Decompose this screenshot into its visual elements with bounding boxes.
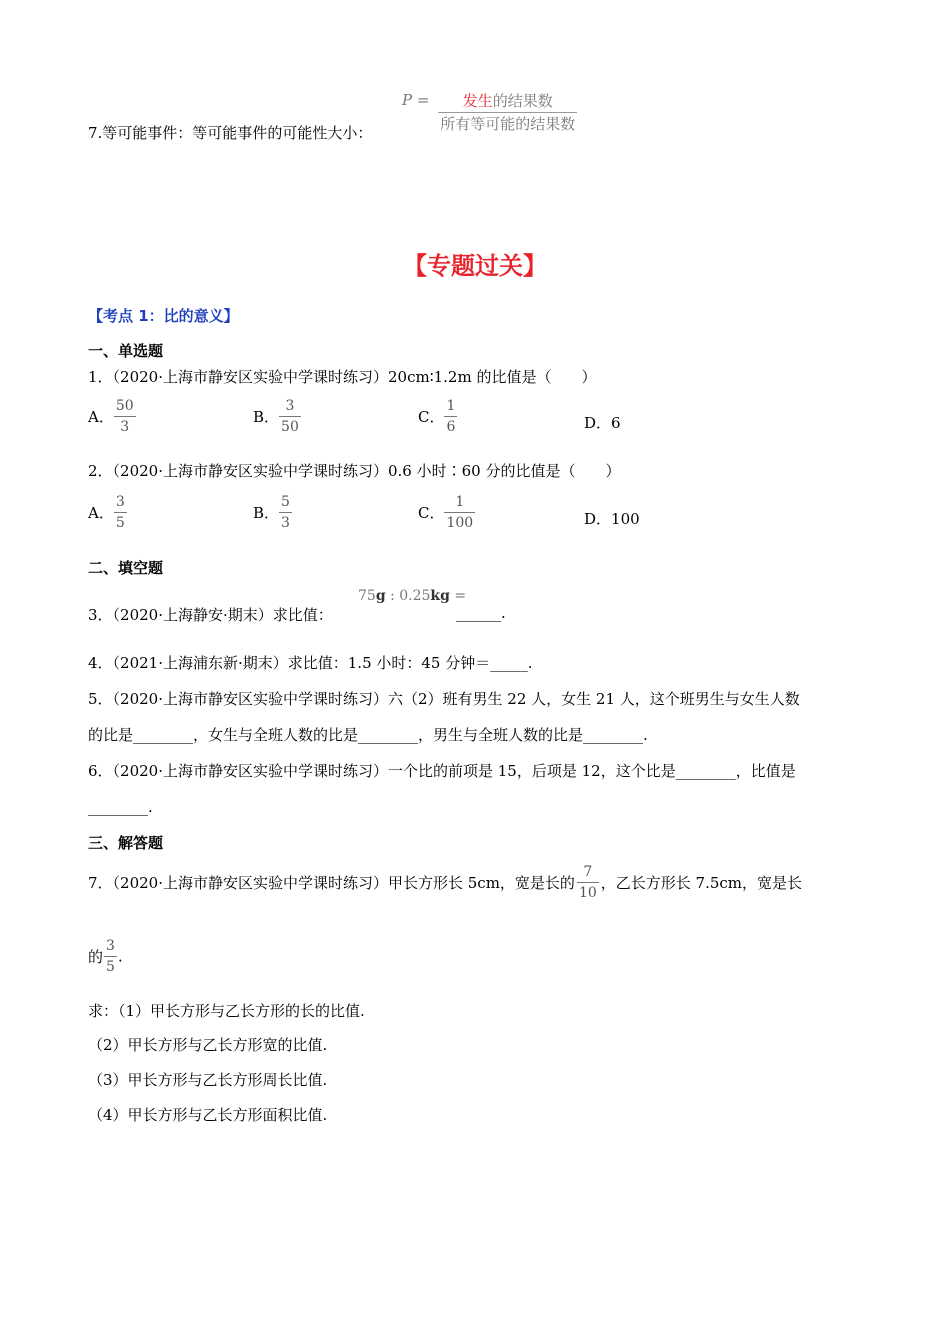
q2-option-b: B． $\frac{5}{3}$ [253,494,290,531]
q6-line2: ________. [88,798,153,816]
formula-p: P = [402,90,430,109]
q3-stem: 3．（2020·上海静安·期末）求比值： [88,606,333,624]
q3-blank: ______. [456,604,506,622]
q7-ask: 求：（1）甲长方形与乙长方形的长的比值. [88,1002,365,1020]
q5-line1: 5．（2020·上海市静安区实验中学课时练习）六（2）班有男生 22 人，女生 21 人，这个班男生与女生人数 [88,690,800,708]
intro-label: 7.等可能事件：等可能事件的可能性大小： [88,124,373,142]
page-title: 【专题过关】 [403,252,547,280]
q1-option-c: C． $\frac{1}{6}$ [418,398,456,435]
q2-option-c: C． $\frac{1}{100}$ [418,494,474,531]
q6-line1: 6．（2020·上海市静安区实验中学课时练习）一个比的前项是 15，后项是 12，这个比是________，比值是 [88,762,796,780]
q2-stem: 2．（2020·上海市静安区实验中学课时练习）0.6 小时∶60 分的比值是（ ） [88,462,621,480]
section-answer: 三、解答题 [88,834,164,852]
topic-heading: 【考点 1：比的意义】 [88,307,239,325]
denominator: 所有等可能的结果数 [440,115,576,133]
q4-stem: 4．（2021·上海浦东新·期末）求比值：1.5 小时：45 分钟＝_____. [88,654,533,672]
numerator-red: 发生 [462,92,493,110]
section-fill-blank: 二、填空题 [88,559,164,577]
q1-option-b: B． $\frac{3}{50}$ [253,398,299,435]
q7-part3: （3）甲长方形与乙长方形周长比值. [88,1071,328,1089]
q3-expression: 75g : 0.25kg = [358,588,467,604]
q7-part2: （2）甲长方形与乙长方形宽的比值. [88,1036,328,1054]
q7-line2: 的 $\frac{3}{5}$ . [88,938,123,975]
probability-formula [402,92,577,133]
q1-stem: 1．（2020·上海市静安区实验中学课时练习）20cm∶1.2m 的比值是（ ） [88,368,597,386]
numerator-rest: 的结果数 [492,92,553,110]
q2-option-d: D．100 [584,510,640,528]
formula-fraction [438,92,577,133]
q1-option-d: D．6 [584,414,621,432]
q1-option-a: A． $\frac{50}{3}$ [88,398,134,435]
q7-part4: （4）甲长方形与乙长方形面积比值. [88,1106,328,1124]
q2-option-a: A． $\frac{3}{5}$ [88,494,125,531]
q5-line2: 的比是________，女生与全班人数的比是________，男生与全班人数的比是________. [88,726,648,744]
section-single-choice: 一、单选题 [88,342,164,360]
q7-line1: 7．（2020·上海市静安区实验中学课时练习）甲长方形长 5cm，宽是长的 $\frac{7}{10}$ ，乙长方形长 7.5cm，宽是长 [88,864,803,901]
